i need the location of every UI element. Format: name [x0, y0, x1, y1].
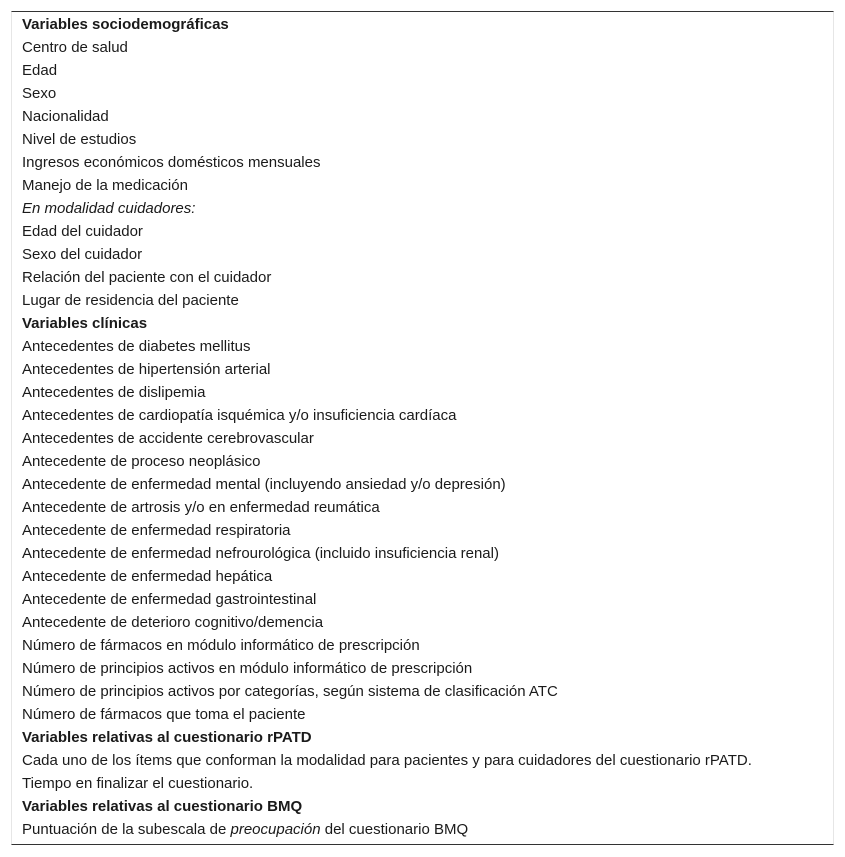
table-row: Antecedente de enfermedad respiratoria — [22, 522, 291, 539]
table-row: Antecedentes de dislipemia — [22, 384, 206, 401]
table-row: Tiempo en finalizar el cuestionario. — [22, 775, 254, 792]
table-row: Nacionalidad — [22, 108, 109, 125]
table-row: Antecedente de enfermedad nefrourológica (incluido insuficiencia renal) — [22, 545, 499, 562]
table-row: Número de principios activos por categorías, según sistema de clasificación ATC — [22, 683, 558, 700]
table-row: Edad — [22, 62, 58, 79]
table-row: Manejo de la medicación — [22, 177, 188, 194]
table-row: Antecedentes de cardiopatía isquémica y/o insuficiencia cardíaca — [22, 407, 457, 424]
table-row: Centro de salud — [22, 39, 128, 56]
table-row: Número de principios activos en módulo informático de prescripción — [22, 660, 473, 677]
row-text: Puntuación de la subescala de — [22, 821, 231, 838]
table-row: Número de fármacos en módulo informático de prescripción — [22, 637, 420, 654]
row-text-emphasis: preocupación — [230, 821, 321, 838]
table-row: Antecedentes de hipertensión arterial — [22, 361, 271, 378]
table-row: Número de fármacos que toma el paciente — [22, 706, 306, 723]
table-row: Edad del cuidador — [22, 223, 143, 240]
table-row: Antecedentes de diabetes mellitus — [22, 338, 251, 355]
table-row: Antecedente de artrosis y/o en enfermedad reumática — [22, 499, 380, 516]
table-row: Nivel de estudios — [22, 131, 137, 148]
row-text: del cuestionario BMQ — [320, 821, 469, 838]
table-row: Antecedentes de accidente cerebrovascular — [22, 430, 314, 447]
table-row: Sexo — [22, 85, 57, 102]
variables-table — [11, 11, 834, 845]
table-body — [12, 12, 833, 844]
table-row: Sexo del cuidador — [22, 246, 143, 263]
table-row: Antecedente de deterioro cognitivo/demencia — [22, 614, 324, 631]
table-row: Cada uno de los ítems que conforman la modalidad para pacientes y para cuidadores del cuestionario rPATD. — [22, 752, 752, 769]
table-row: Relación del paciente con el cuidador — [22, 269, 272, 286]
section-heading: Variables sociodemográficas — [22, 16, 229, 33]
table-row — [22, 818, 833, 841]
table-row: Lugar de residencia del paciente — [22, 292, 239, 309]
section-heading: Variables clínicas — [22, 315, 148, 332]
table-row: Ingresos económicos domésticos mensuales — [22, 154, 321, 171]
section-heading: Variables relativas al cuestionario rPATD — [22, 729, 312, 746]
table-row: Antecedente de proceso neoplásico — [22, 453, 261, 470]
section-heading: Variables relativas al cuestionario BMQ — [22, 798, 303, 815]
table-row: Antecedente de enfermedad mental (incluyendo ansiedad y/o depresión) — [22, 476, 506, 493]
subgroup-label: En modalidad cuidadores: — [22, 200, 196, 217]
table-row: Antecedente de enfermedad hepática — [22, 568, 273, 585]
table-row: Antecedente de enfermedad gastrointestinal — [22, 591, 317, 608]
